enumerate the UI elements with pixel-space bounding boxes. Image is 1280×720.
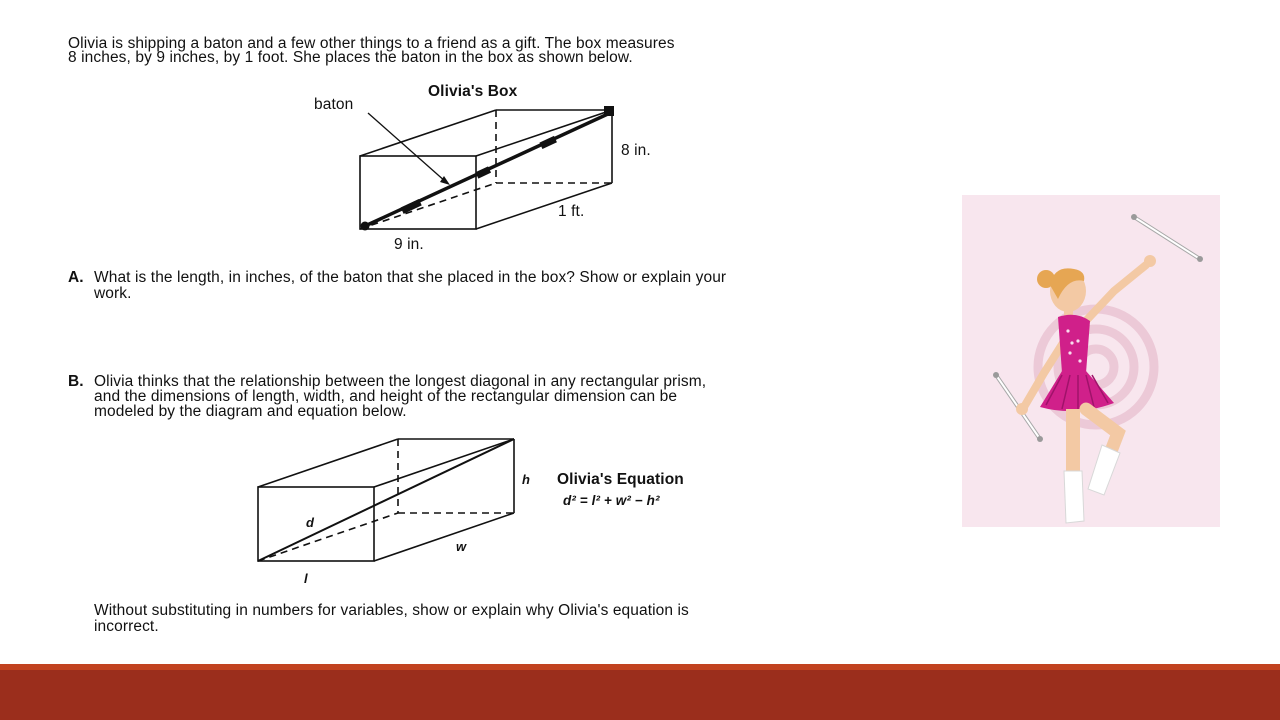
conclusion-line-1: Without substituting in numbers for variables, show or explain why Olivia's equation is: [94, 602, 689, 619]
question-b-line-1: Olivia thinks that the relationship between the longest diagonal in any rectangular prism,: [94, 373, 707, 390]
depth-label: 1 ft.: [558, 203, 585, 220]
equation-formula: d² = l² + w² − h²: [563, 493, 660, 508]
question-b-line-2: and the dimensions of length, width, and height of the rectangular dimension can be: [94, 388, 678, 405]
equation-title: Olivia's Equation: [557, 471, 684, 488]
height-label: 8 in.: [621, 142, 651, 159]
baton-label: baton: [314, 96, 354, 113]
prism-w-label: w: [456, 539, 467, 554]
majorette-illustration: [962, 195, 1220, 527]
box-diagram-title: Olivia's Box: [428, 83, 518, 100]
intro-line-2: 8 inches, by 9 inches, by 1 foot. She places the baton in the box as shown below.: [68, 49, 633, 66]
question-b-letter: B.: [68, 373, 84, 390]
question-b-line-3: modeled by the diagram and equation below.: [94, 403, 407, 420]
prism-d-label: d: [306, 515, 315, 530]
width-label: 9 in.: [394, 236, 424, 253]
footer-bar: [0, 670, 1280, 720]
prism-l-label: l: [304, 571, 308, 586]
question-a-line-2: work.: [94, 285, 132, 302]
question-a-letter: A.: [68, 269, 84, 286]
upper-baton: [1131, 214, 1203, 262]
prism-h-label: h: [522, 472, 531, 487]
intro-line-1: Olivia is shipping a baton and a few other things to a friend as a gift. The box measures: [68, 35, 675, 52]
conclusion-line-2: incorrect.: [94, 618, 159, 635]
question-a-line-1: What is the length, in inches, of the baton that she placed in the box? Show or explain your: [94, 269, 727, 286]
